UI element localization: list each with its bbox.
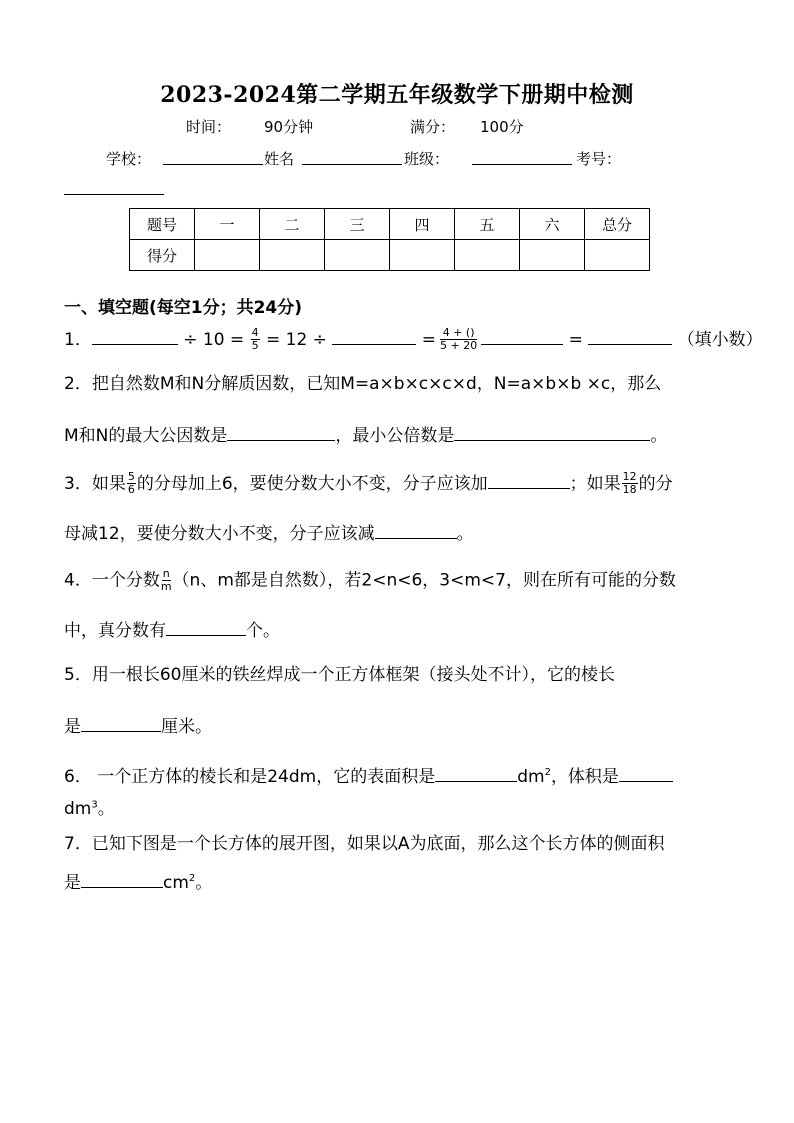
q7-end: 。 (195, 872, 213, 893)
q3-blank-1[interactable] (488, 470, 570, 489)
info-exam-no-label: 考号： (576, 150, 622, 168)
q2-blank-gcd[interactable] (227, 422, 335, 441)
q1-blank-2[interactable] (332, 326, 416, 345)
score-header-cell: 总分 (585, 209, 650, 240)
question-3-line-2 (64, 520, 474, 545)
q4-blank[interactable] (166, 617, 246, 636)
q1-tail: （填小数） (677, 329, 763, 350)
question-6-line-1 (64, 763, 673, 788)
info-name-label: 姓名 (264, 150, 295, 168)
q1-div10: ÷ 10 = (183, 329, 245, 350)
q1-blank-3[interactable] (481, 326, 563, 345)
question-4-line-1 (64, 568, 676, 593)
score-header-cell: 五 (455, 209, 520, 240)
q6-blank-area[interactable] (435, 763, 517, 782)
q6-blank-volume[interactable] (619, 763, 673, 782)
class-field[interactable] (472, 164, 572, 165)
q4-text-3: 中，真分数有 (64, 620, 166, 641)
score-header-cell: 三 (325, 209, 390, 240)
question-2-line-1: 2．把自然数M和N分解质因数，已知M=a×b×c×c×d，N=a×b×b ×c，那么 (64, 374, 662, 394)
name-field[interactable] (302, 164, 402, 165)
q7-unit: cm (163, 872, 189, 893)
q2-text-c: 。 (650, 425, 668, 446)
time-value: 90分钟 (264, 118, 314, 136)
question-5-line-2 (64, 713, 212, 738)
q4-text-1: 4．一个分数 (64, 570, 160, 591)
q1-eq12: = 12 ÷ (265, 329, 327, 350)
q5-text-1: 是 (64, 716, 81, 737)
score-table-score-row (130, 240, 650, 271)
q3-text-5: 母减12，要使分数大小不变，分子应该减 (64, 523, 375, 544)
q6-unit-area: dm (517, 766, 545, 787)
q5-blank[interactable] (81, 713, 161, 732)
q6-end: 。 (97, 799, 115, 819)
score-cell[interactable] (260, 240, 325, 271)
score-table (129, 208, 650, 271)
q3-text-1: 3．如果 (64, 473, 126, 494)
time-label: 时间： (186, 118, 232, 136)
score-cell[interactable] (520, 240, 585, 271)
full-marks-value: 100分 (480, 118, 524, 136)
full-marks-label: 满分： (410, 118, 456, 136)
question-7-line-2 (64, 869, 212, 894)
q4-fraction-n-m: $\frac{n}{m}$ (160, 567, 172, 593)
q2-blank-lcm[interactable] (454, 422, 650, 441)
q4-text-4: 个。 (246, 620, 280, 641)
q3-blank-2[interactable] (375, 520, 457, 539)
school-field[interactable] (163, 164, 263, 165)
score-header-cell: 六 (520, 209, 585, 240)
q3-fraction-5-6: $\frac{5}{6}$ (127, 470, 135, 497)
q1-equals-2: = (568, 329, 583, 350)
q2-text-b: ，最小公倍数是 (335, 425, 455, 446)
q7-text-1: 是 (64, 872, 81, 893)
score-header-cell: 二 (260, 209, 325, 240)
q6-sup-2: 2 (544, 767, 551, 779)
q6-sup-3: 3 (91, 799, 98, 811)
score-row-label: 得分 (130, 240, 195, 271)
q6-text-2: ，体积是 (550, 766, 619, 787)
question-7-line-1: 7．已知下图是一个长方体的展开图，如果以A为底面，那么这个长方体的侧面积 (64, 834, 665, 854)
q2-text-a: M和N的最大公因数是 (64, 425, 228, 446)
q3-fraction-12-18: $\frac{12}{18}$ (622, 470, 637, 497)
exam-no-field[interactable] (64, 194, 164, 195)
q1-fraction-expression: $\frac{4 + ()}{5 + 20}$ (439, 326, 478, 353)
score-header-cell: 四 (390, 209, 455, 240)
info-class-label: 班级： (404, 150, 450, 168)
section-heading: 一、填空题(每空1分；共24分) (64, 298, 303, 318)
score-header-cell: 题号 (130, 209, 195, 240)
info-school-label: 学校： (106, 150, 152, 168)
q3-text-2: 的分母加上6，要使分数大小不变，分子应该加 (136, 473, 488, 494)
question-5-line-1: 5．用一根长60厘米的铁丝焊成一个正方体框架（接头处不计），它的棱长 (64, 665, 615, 685)
question-6-line-2 (64, 798, 115, 820)
q1-blank-1[interactable] (92, 326, 178, 345)
score-table-header-row (130, 209, 650, 240)
page-title: 2023-2024第二学期五年级数学下册期中检测 (160, 82, 634, 108)
q5-text-2: 厘米。 (161, 716, 212, 737)
q3-text-3: ；如果 (569, 473, 621, 494)
q3-text-6: 。 (456, 523, 474, 544)
q1-equals: = (421, 329, 436, 350)
q7-sup-2: 2 (188, 873, 196, 885)
score-cell[interactable] (325, 240, 390, 271)
q3-text-4: 的分 (638, 473, 673, 494)
q6-unit-volume: dm (64, 799, 92, 819)
q1-blank-4[interactable] (588, 326, 672, 345)
score-cell[interactable] (390, 240, 455, 271)
q1-number: 1． (64, 329, 92, 350)
question-2-line-2 (64, 422, 667, 447)
q1-fraction-4-5: $\frac{4}{5}$ (251, 326, 259, 353)
q4-text-2: （n、m都是自然数），若2<n<6，3<m<7，则在所有可能的分数 (172, 570, 676, 591)
question-1 (64, 326, 763, 352)
q7-blank[interactable] (81, 869, 163, 888)
score-cell[interactable] (195, 240, 260, 271)
question-4-line-2 (64, 617, 280, 642)
question-3-line-1 (64, 470, 673, 496)
score-header-cell: 一 (195, 209, 260, 240)
score-cell[interactable] (455, 240, 520, 271)
score-cell[interactable] (585, 240, 650, 271)
q6-text-1: 6． 一个正方体的棱长和是24dm，它的表面积是 (64, 766, 436, 787)
